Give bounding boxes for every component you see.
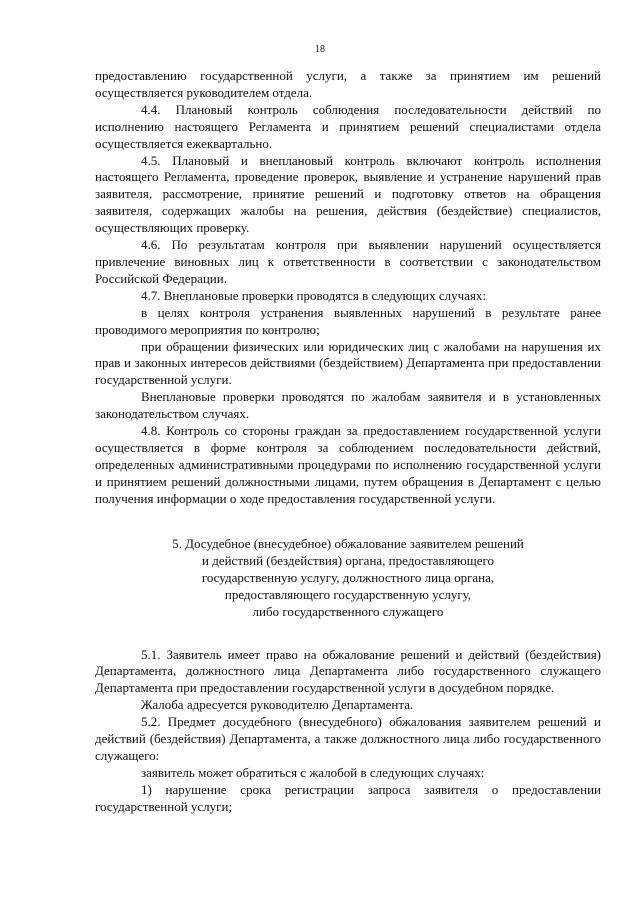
heading-line: либо государственного служащего xyxy=(252,604,444,620)
document-body xyxy=(95,68,601,816)
paragraph: при обращении физических или юридических лиц с жалобами на нарушения их прав и законных интересов действиями (бездействием) Департамента при предоставлении государственной услуги. xyxy=(95,338,601,388)
heading-line: 5. Досудебное (внесудебное) обжалование заявителем решений xyxy=(172,535,524,551)
paragraph: Жалоба адресуется руководителю Департамента. xyxy=(141,697,414,713)
page-number: 18 xyxy=(315,44,325,55)
paragraph: 4.4. Плановый контроль соблюдения последовательности действий по исполнению настоящего Регламента и принятием решений специалистами отдела осуществляется ежеквартально. xyxy=(95,101,601,151)
paragraph: в целях контроля устранения выявленных нарушений в результате ранее проводимого мероприятия по контролю; xyxy=(95,304,601,337)
section-5-heading xyxy=(95,535,601,621)
paragraph: заявитель может обратиться с жалобой в следующих случаях: xyxy=(141,764,485,780)
heading-line: и действий (бездействия) органа, предоставляющего xyxy=(202,552,494,568)
paragraph: предоставлению государственной услуги, а также за принятием им решений осуществляется руководителем отдела. xyxy=(95,68,601,100)
paragraph: Внеплановые проверки проводятся по жалобам заявителя и в установленных законодательством случаях. xyxy=(95,389,601,422)
paragraph: 4.7. Внеплановые проверки проводятся в следующих случаях: xyxy=(141,287,487,303)
paragraph: 5.1. Заявитель имеет право на обжалование решений и действий (бездействия) Департамента, должностного лица Департамента либо государственного служащего Департамента при предоставлении государственной услуги в досудебном порядке. xyxy=(95,646,601,696)
paragraph: 1) нарушение срока регистрации запроса заявителя о предоставлении государственной услуги; xyxy=(95,781,601,814)
heading-line: государственную услугу, должностного лица органа, xyxy=(201,569,495,585)
paragraph: 5.2. Предмет досудебного (внесудебного) обжалования заявителем решений и действий (бездействия) Департамента, а также должностного лица либо государственного служащего: xyxy=(95,714,601,764)
paragraph: 4.6. По результатам контроля при выявлении нарушений осуществляется привлечение виновных лиц к ответственности в соответствии с законодательством Российской Федерации. xyxy=(95,237,601,286)
heading-line: предоставляющего государственную услугу, xyxy=(224,587,472,603)
paragraph: 4.8. Контроль со стороны граждан за предоставлением государственной услуги осуществляется в форме контроля за соблюдением последовательности действий, определенных административными процедурами по исполнению государственной услуги и принятием решений должностными лицами, путем обращения в Департамент с целью получения информации о ходе предоставления государственной услуги. xyxy=(95,423,601,506)
paragraphs-before xyxy=(95,68,601,508)
paragraph: 4.5. Плановый и внеплановый контроль включают контроль исполнения настоящего Регламента, проведение проверок, выявление и устранение нарушений прав заявителя, рассмотрение, принятие решений и подготовку ответов на обращения заявителя, содержащих жалобы на решения, действия (бездействие) специалистов, осуществляющих проверку. xyxy=(95,152,601,236)
paragraphs-after xyxy=(95,647,601,816)
